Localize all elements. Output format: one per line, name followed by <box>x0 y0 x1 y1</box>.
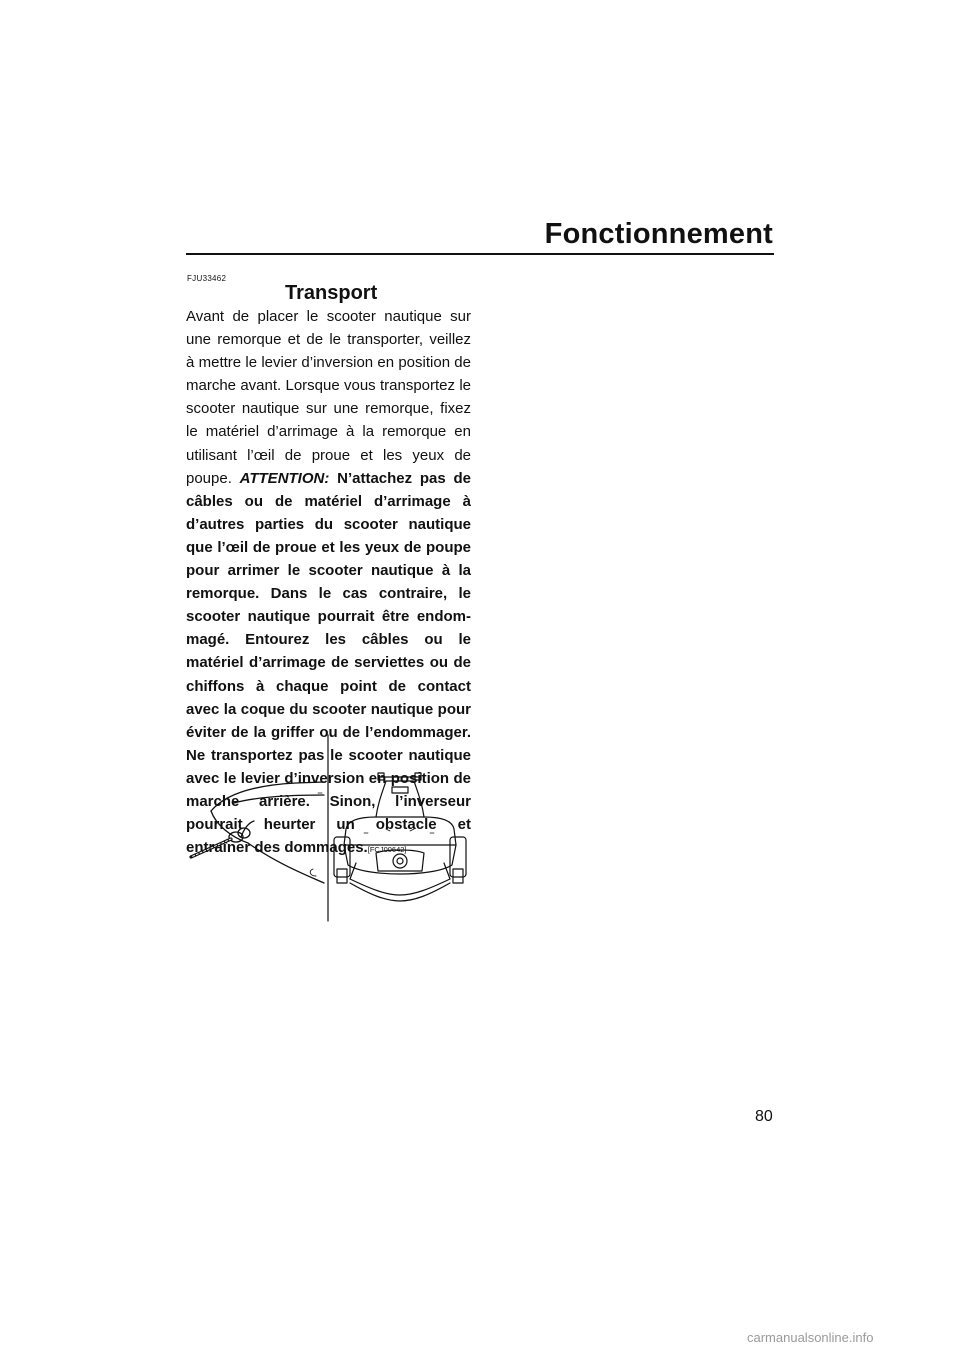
page-header-title: Fonctionnement <box>544 218 773 250</box>
transport-illustration <box>186 733 476 923</box>
warning-label: ATTENTION: <box>239 469 330 487</box>
section-code: FJU33462 <box>187 274 227 283</box>
header-rule <box>186 253 774 255</box>
bow-eye-detail <box>191 782 324 883</box>
section-title: Transport <box>285 282 378 304</box>
watermark: carmanualsonline.info <box>747 1330 874 1345</box>
body-intro: Avant de placer le scooter nautique sur une remorque et de le transporter, veillez à mettre le levier d’inversion en position de marche avant. Lorsque vous transportez le scooter nautique sur une remorque, fixez le matériel d’arrimage à la remorque en utilisant l’œil de proue et les yeux de poupe. <box>186 308 471 487</box>
trailer-rear-view <box>334 773 466 901</box>
warning-ref: [FCJ00642] <box>367 845 407 855</box>
page-number: 80 <box>755 1108 773 1125</box>
warning-text: N’attachez pas de câbles ou de matériel d’arrimage à d’autres parties du scooter nautique que l’œil de proue et les yeux de poupe pour arrimer le scooter nautique à la remorque. Dans le cas contraire, le scooter nautique pourrait être endommagé. Entourez les câbles ou le matériel d’arrimage de serviettes ou de chiffons à chaque point de contact avec la coque du scooter nautique pour éviter de la griffer ou de l’endommager. Ne transportez pas le scooter nautique avec le levier d’inversion en position de marche arrière. Sinon, l’inverseur pourrait heurter un obstacle et entraîner des dommages. <box>186 469 471 857</box>
